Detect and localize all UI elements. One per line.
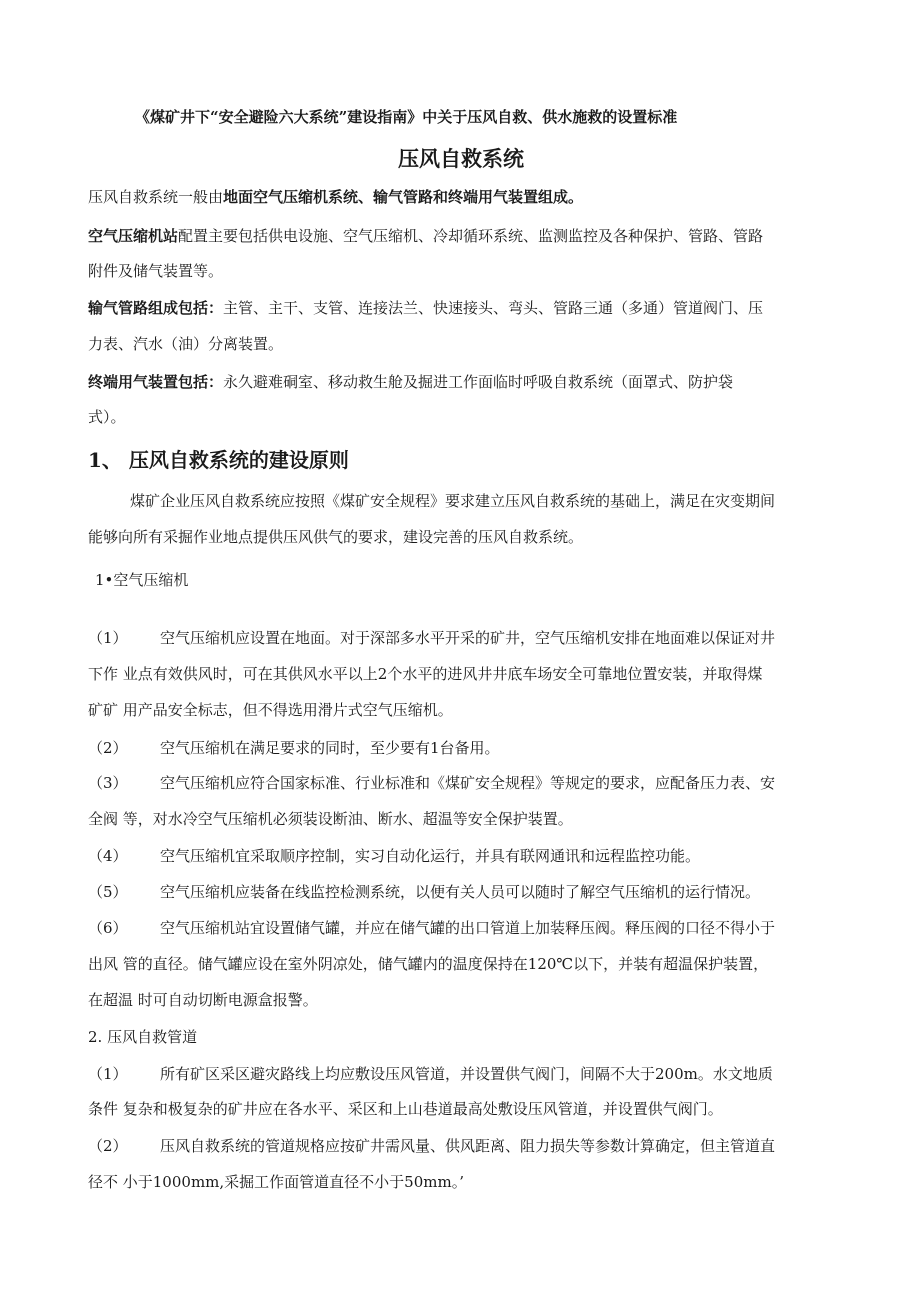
item-1-4-line-1 [88, 846, 700, 866]
item-1-3-line-2: 全阀 等，对水冷空气压缩机必须装设断油、断水、超温等安全保护装置。 [88, 810, 573, 828]
compressor-station-label: 空气压缩机站 [88, 227, 179, 245]
item-text: 空气压缩机应符合国家标准、行业标准和《煤矿安全规程》等规定的要求，应配备压力表、安 [160, 774, 776, 792]
intro-line [88, 187, 583, 207]
item-text: 所有矿区采区避灾路线上均应敷设压风管道，并设置供气阀门，间隔不大于200m。水文地质 [160, 1065, 773, 1083]
terminal-line-2: 式）。 [88, 408, 126, 426]
subsection-1-heading: 1•空气压缩机 [95, 571, 189, 589]
compressor-station-line-2: 附件及储气装置等。 [88, 262, 224, 280]
terminal-label: 终端用气装置包括： [88, 373, 224, 391]
item-number: （4） [88, 847, 128, 865]
terminal-text: 永久避难硐室、移动救生舱及掘进工作面临时呼吸自救系统（面罩式、防护袋 [223, 373, 734, 391]
item-1-5-line-1 [88, 882, 760, 902]
section-1-paragraph-line-1: 煤矿企业压风自救系统应按照《煤矿安全规程》要求建立压风自救系统的基础上，满足在灾变期间 [130, 492, 776, 510]
item-2-1-line-2: 条件 复杂和极复杂的矿井应在各水平、采区和上山巷道最高处敷设压风管道，并设置供气阀门。 [88, 1100, 723, 1118]
item-number: （1） [88, 1065, 128, 1083]
item-number: （6） [88, 919, 128, 937]
section-1-paragraph-line-2: 能够向所有采掘作业地点提供压风供气的要求，建设完善的压风自救系统。 [88, 528, 584, 546]
item-text: 空气压缩机应设置在地面。对于深部多水平开采的矿井，空气压缩机安排在地面难以保证对井 [160, 629, 776, 647]
item-number: （3） [88, 774, 128, 792]
item-1-1-line-1 [88, 628, 775, 648]
item-1-1-line-3: 矿矿 用产品安全标志，但不得选用滑片式空气压缩机。 [88, 701, 453, 719]
item-1-2-line-1 [88, 738, 500, 758]
terminal-line-1 [88, 372, 733, 392]
pipeline-label: 输气管路组成包括： [88, 299, 224, 317]
item-1-3-line-1 [88, 773, 775, 793]
item-2-2-line-1 [88, 1136, 775, 1156]
item-1-6-line-2: 出风 管的直径。储气罐应设在室外阴凉处，储气罐内的温度保持在120℃以下，并装有超温保护装置， [88, 955, 769, 973]
document-title: 《煤矿井下“安全避险六大系统”建设指南》中关于压风自救、供水施救的设置标准 [135, 108, 678, 126]
item-2-1-line-1 [88, 1064, 773, 1084]
compressor-station-line-1 [88, 226, 763, 246]
item-1-6-line-3: 在超温 时可自动切断电源盒报警。 [88, 991, 318, 1009]
item-text: 空气压缩机应装备在线监控检测系统，以便有关人员可以随时了解空气压缩机的运行情况。 [160, 883, 761, 901]
item-number: （5） [88, 883, 128, 901]
pipeline-line-2: 力表、汽水（油）分离装置。 [88, 335, 284, 353]
item-number: （2） [88, 739, 128, 757]
item-2-2-line-2: 径不 小于1000mm,采掘工作面管道直径不小于50mm。’ [88, 1173, 464, 1191]
item-number: （2） [88, 1137, 128, 1155]
item-text: 空气压缩机宜采取顺序控制，实习自动化运行，并具有联网通讯和远程监控功能。 [160, 847, 701, 865]
item-text: 空气压缩机站宜设置储气罐，并应在储气罐的出口管道上加装释压阀。释压阀的口径不得小于 [160, 919, 776, 937]
intro-text: 压风自救系统一般由 [88, 188, 224, 206]
pipeline-line-1 [88, 298, 763, 318]
subsection-2-heading: 2. 压风自救管道 [88, 1028, 198, 1046]
pipeline-text: 主管、主干、支管、连接法兰、快速接头、弯头、管路三通（多通）管道阀门、压 [223, 299, 764, 317]
intro-bold-text: 地面空气压缩机系统、输气管路和终端用气装置组成。 [223, 188, 584, 206]
item-text: 压风自救系统的管道规格应按矿井需风量、供风距离、阻力损失等参数计算确定，但主管道直 [160, 1137, 776, 1155]
item-1-1-line-2: 下作 业点有效供风时，可在其供风水平以上2个水平的进风井井底车场安全可靠地位置安装，并取得煤 [88, 665, 763, 683]
item-1-6-line-1 [88, 918, 775, 938]
system-title: 压风自救系统 [398, 146, 524, 171]
item-number: （1） [88, 629, 128, 647]
section-1-heading: 1、 压风自救系统的建设原则 [88, 448, 349, 472]
item-text: 空气压缩机在满足要求的同时，至少要有1台备用。 [160, 739, 500, 757]
compressor-station-text: 配置主要包括供电设施、空气压缩机、冷却循环系统、监测监控及各种保护、管路、管路 [178, 227, 764, 245]
